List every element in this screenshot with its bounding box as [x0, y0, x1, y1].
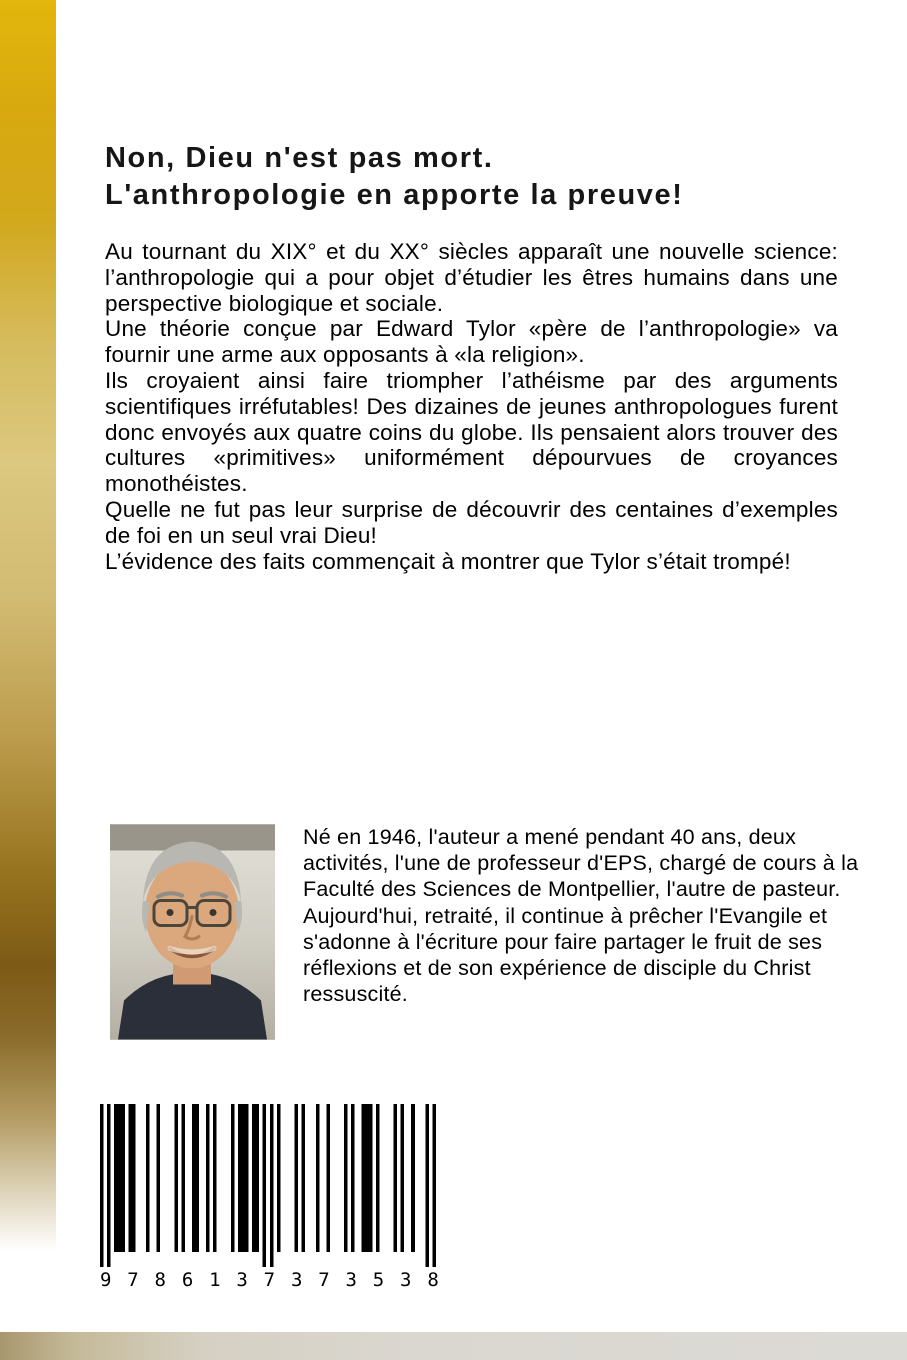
- synopsis-paragraph: Une théorie conçue par Edward Tylor «père de l’anthropologie» va fournir une arme aux opposants à «la religion».: [105, 316, 838, 368]
- author-section: [110, 824, 870, 1040]
- synopsis-paragraph: Quelle ne fut pas leur surprise de découvrir des centaines d’exemples de foi en un seul vrai Dieu!: [105, 496, 838, 548]
- barcode-digits: 9 7 8 6 1 3 7 3 7 3 5 3 8: [100, 1269, 441, 1291]
- bottom-gradient-band: [0, 1332, 907, 1360]
- author-bio: Né en 1946, l'auteur a mené pendant 40 ans, deux activités, l'une de professeur d'EPS, chargé de cours à la Faculté des Sciences de Montpellier, l'autre de pasteur. Aujourd'hui, retraité, il continue à prêcher l'Evangile et s'adonne à l'écriture pour faire partager le fruit de ses réflexions et de son expérience de disciple du Christ ressuscité.: [303, 825, 859, 1007]
- book-title: [105, 140, 683, 214]
- synopsis-paragraph: Ils croyaient ainsi faire triompher l’athéisme par des arguments scientifiques irréfutables! Des dizaines de jeunes anthropologues furent donc envoyés aux quatre coins du globe. Ils pensaient alors trouver des cultures «primitives» uniformément dépourvues de croyances monothéistes.: [105, 367, 838, 497]
- book-title-line2: L'anthropologie en apporte la preuve!: [105, 179, 684, 211]
- left-gradient-strip: [0, 0, 56, 1360]
- barcode: [100, 1104, 441, 1291]
- synopsis-paragraph: Au tournant du XIX° et du XX° siècles apparaît une nouvelle science: l’anthropologie qui a pour objet d’étudier les êtres humains dans une perspective biologique et sociale.: [105, 239, 838, 316]
- synopsis-paragraph: L’évidence des faits commençait à montrer que Tylor s’était trompé!: [105, 548, 791, 574]
- book-title-line1: Non, Dieu n'est pas mort.: [105, 142, 494, 174]
- author-photo: [110, 824, 275, 1040]
- synopsis: [105, 239, 838, 574]
- barcode-bars: [100, 1104, 436, 1267]
- author-portrait-illustration: [110, 824, 275, 1040]
